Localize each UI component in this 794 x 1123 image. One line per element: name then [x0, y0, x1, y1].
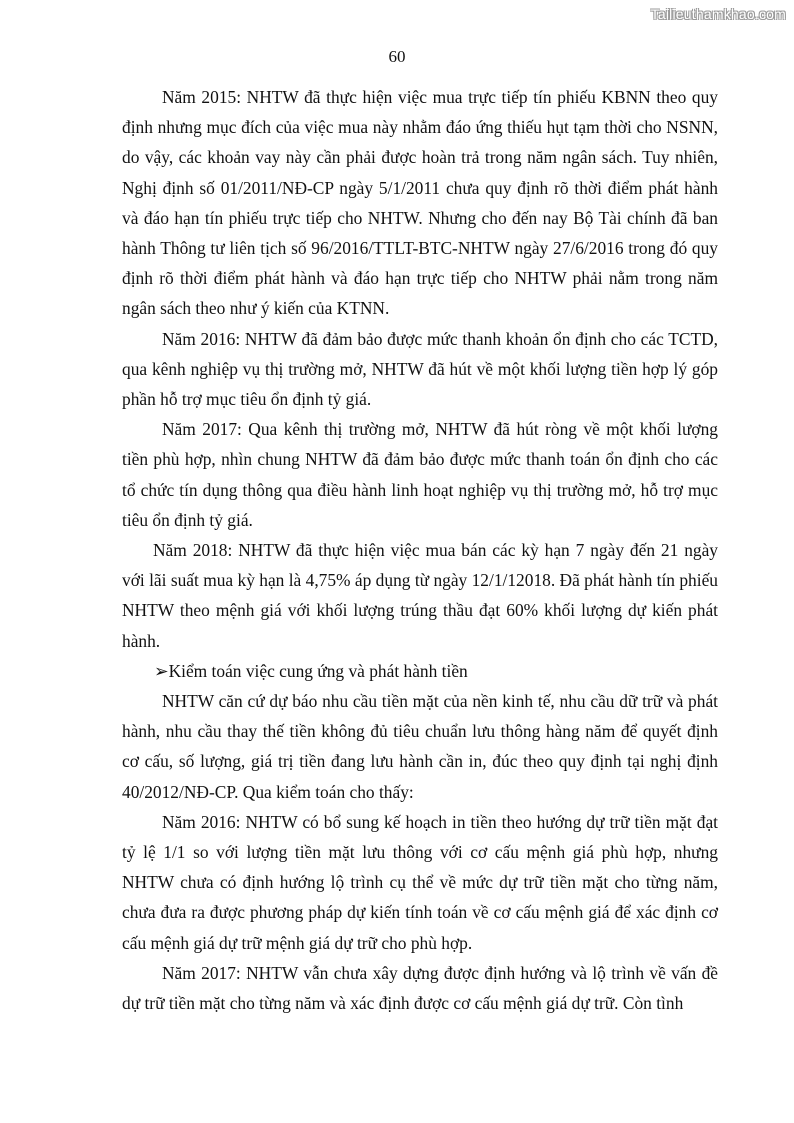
- document-body: [122, 82, 718, 1018]
- section-intro-paragraph: NHTW căn cứ dự báo nhu cầu tiền mặt của nền kinh tế, nhu cầu dữ trữ và phát hành, nhu cầu thay thế tiền không đủ tiêu chuẩn lưu thông hàng năm để quyết định cơ cấu, số lượng, giá trị tiền đang lưu hành cần in, đúc theo quy định tại nghị định 40/2012/NĐ-CP. Qua kiểm toán cho thấy:: [122, 691, 718, 802]
- section-paragraph-2017: Năm 2017: NHTW vẫn chưa xây dựng được định hướng và lộ trình về vấn đề dự trữ tiền mặt cho từng năm và xác định được cơ cấu mệnh giá dự trữ. Còn tình: [122, 962, 718, 1014]
- paragraph-2016: Năm 2016: NHTW đã đảm bảo được mức thanh khoản ổn định cho các TCTD, qua kênh nghiệp vụ thị trường mở, NHTW đã hút về một khối lượng tiền hợp lý góp phần hỗ trợ mục tiêu ổn định tỷ giá.: [122, 328, 718, 410]
- paragraph-2015: Năm 2015: NHTW đã thực hiện việc mua trực tiếp tín phiếu KBNN theo quy định nhưng mục đích của việc mua này nhằm đáo ứng thiếu hụt tạm thời cho NSNN, do vậy, các khoản vay này cần phải được hoàn trả trong năm ngân sách. Tuy nhiên, Nghị định số 01/2011/NĐ-CP ngày 5/1/2011 chưa quy định rõ thời điểm phát hành và đáo hạn tín phiếu trực tiếp cho NHTW. Nhưng cho đến nay Bộ Tài chính đã ban hành Thông tư liên tịch số 96/2016/TTLT-BTC-NHTW ngày 27/6/2016 trong đó quy định rõ thời điểm phát hành và đáo hạn trực tiếp cho NHTW phải nằm trong năm ngân sách theo như ý kiến của KTNN.: [122, 87, 718, 319]
- section-paragraph-2016: Năm 2016: NHTW có bổ sung kế hoạch in tiền theo hướng dự trữ tiền mặt đạt tỷ lệ 1/1 so với lượng tiền mặt lưu thông với cơ cấu mệnh giá phù hợp, nhưng NHTW chưa có định hướng lộ trình cụ thể về mức dự trữ tiền mặt cho từng năm, chưa đưa ra được phương pháp dự kiến tính toán về cơ cấu mệnh giá để xác định cơ cấu mệnh giá dự trữ mệnh giá dự trữ cho phù hợp.: [122, 811, 718, 953]
- page-number: 60: [388, 47, 406, 66]
- watermark-text: Tailieuthamkhao.com: [650, 6, 786, 22]
- paragraph-2017: Năm 2017: Qua kênh thị trường mở, NHTW đã hút ròng về một khối lượng tiền phù hợp, nhìn chung NHTW đã đảm bảo được mức thanh toán ổn định cho các tổ chức tín dụng thông qua điều hành linh hoạt nghiệp vụ thị trường mở, hỗ trợ mục tiêu ổn định tỷ giá.: [122, 419, 718, 530]
- section-heading: ➢Kiểm toán việc cung ứng và phát hành tiền: [154, 660, 468, 681]
- paragraph-2018: Năm 2018: NHTW đã thực hiện việc mua bán các kỳ hạn 7 ngày đến 21 ngày với lãi suất mua kỳ hạn là 4,75% áp dụng từ ngày 12/1/12018. Đã phát hành tín phiếu NHTW theo mệnh giá với khối lượng trúng thầu đạt 60% khối lượng dự kiến phát hành.: [122, 540, 718, 651]
